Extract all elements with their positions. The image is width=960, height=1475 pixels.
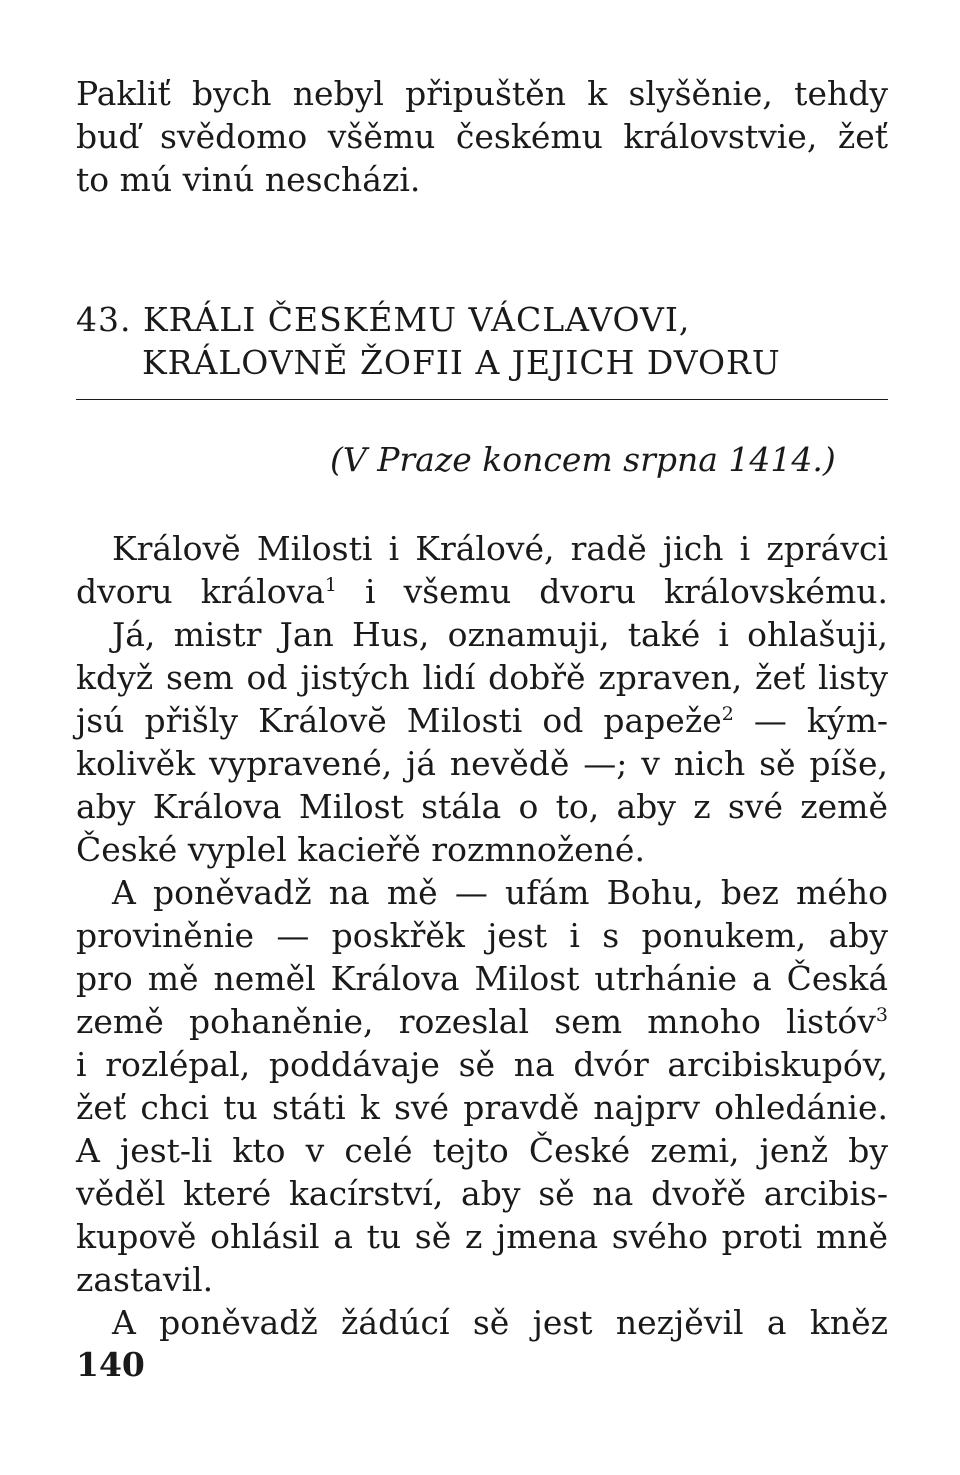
intro-line-2: buď svědomo všěmu českému královstvie, žeť [76,117,888,156]
body-line: A poněvadž na mě — ufám Bohu, bez mého [112,873,888,912]
body-text: jsú přišly Královĕ Milosti od papeže [76,701,722,740]
letter-heading-line-2: KRÁLOVNĚ ŽOFII A JEJICH DVORU [142,343,781,382]
body-line: České vyplel kacieřě rozmnožené. [76,830,645,869]
heading-rule [76,399,888,400]
body-text: dvoru králova [76,572,325,611]
body-line: kupově ohlásil a tu sě z jmena svého proti mně [76,1217,888,1256]
body-line: A poněvadž žádúcí sě jest nezjěvil a kněz [112,1303,888,1342]
page-number: 140 [76,1345,145,1384]
body-text: — kým- [733,701,889,740]
body-line [76,699,888,742]
body-line [76,1000,888,1043]
body-line [76,570,888,613]
letter-heading-line-1: 43. KRÁLI ČESKÉMU VÁCLAVOVI, [76,300,691,339]
body-text: i všemu dvoru královskému. [336,572,888,611]
dateline: (V Praze koncem srpna 1414.) [330,440,836,479]
body-line: Já, mistr Jan Hus, oznamuji, také i ohlašuji, [112,615,888,654]
body-line: Královĕ Milosti i Králové, radĕ jich i zprávci [112,529,888,568]
body-line: když sem od jistých lidí dobřě zpraven, žeť listy [76,658,888,697]
footnote-marker: 3 [875,1004,888,1026]
intro-line-1: Pakliť bych nebyl připuštěn k slyšěnie, tehdy [76,74,888,113]
body-line: A jest-li kto v celé tejto České zemi, jenž by [76,1131,888,1170]
intro-line-3: to mú vinú nescházi. [76,160,421,199]
body-line: aby Králova Milost stála o to, aby z své země [76,787,888,826]
body-line: zastavil. [76,1260,214,1299]
body-line: proviněnie — poskřěk jest i s ponukem, aby [76,916,888,955]
body-line: i rozlépal, poddávaje sě na dvór arcibiskupóv, [76,1045,888,1084]
body-text: země pohaněnie, rozeslal sem mnoho listóv [76,1002,876,1041]
body-line: kolivěk vypravené, já nevědě —; v nich sě píše, [76,744,888,783]
footnote-marker: 1 [324,574,337,596]
body-line: žeť chci tu státi k své pravdě najprv ohledánie. [76,1088,888,1127]
footnote-marker: 2 [721,703,734,725]
body-line: věděl které kacírství, aby sě na dvořě arcibis- [76,1174,888,1213]
body-line: pro mě neměl Králova Milost utrhánie a Česká [76,959,888,998]
